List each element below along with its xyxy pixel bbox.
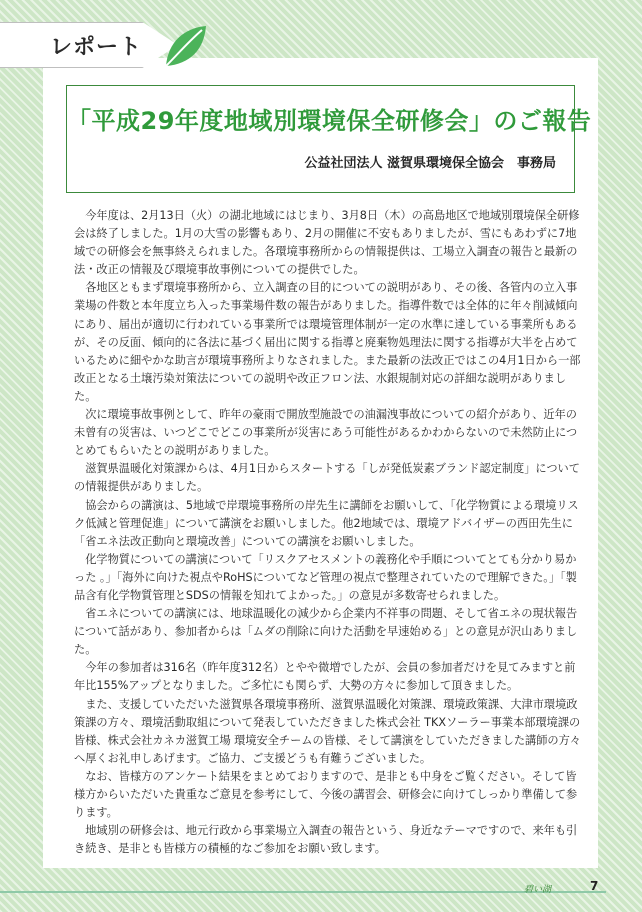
report-body [74,207,581,858]
paragraph: 次に環境事故事例として、昨年の豪雨で開放型施設での油漏洩事故についての紹介があり、近年の未曾有の災害は、いつどこでどこの事業所が災害にあう可能性があるかわからないので未然防止につとめてもらいたとの説明がありました。 [74,408,578,458]
leaf-icon [158,20,210,72]
paragraph: なお、皆様方のアンケート結果をまとめておりますので、是非とも中身をご覧ください。そして皆様方からいただいた貴重なご意見を参考にして、今後の講習会、研修会に向けてしっかり準備して参ります。 [74,769,578,820]
report-title: 「平成29年度地域別環境保全研修会」のご報告 [67,107,592,135]
paragraph: 化学物質についての講演について「リスクアセスメントの義務化や手順についてとても分かり易かった 。」「海外に向けた視点やRoHSについてなど管理の視点で整理されていたので理解できた。」「製品含有化学物質管理とSDSの情報を知れてよかった。」の意見が多数寄せられました。 [74,552,577,602]
paragraph: 各地区ともまず環境事務所から、立入調査の目的についての説明があり、その後、各管内の立入事業場の件数と本年度立ち入った事業場件数の報告がありました。指導件数では全体的に年々削減傾向にあり、届出が適切に行われている事業所では環境管理体制が一定の水準に達している事業所もあるが、その反面、傾向的に各法に基づく届出に関する指導と廃棄物処理法に関する指導が大半を占めているために細やかな助言が環境事務所よりなされました。また最新の法改正ではこの4月1日から一部改正となる土壌汚染対策法についての説明や改正フロン法、水銀規制対応の詳細な説明がありました。 [74,281,581,403]
footer-divider [0,891,606,893]
paragraph: 今年度は、2月13日（火）の湖北地域にはじまり、3月8日（木）の高島地区で地域別環境保全研修会は終了しました。1月の大雪の影響もあり、2月の開催に不安もありましたが、雪にもあわずに7地域での研修会を無事終えられました。各環境事務所からの情報提供は、工場立入調査の報告と最新の法・改正の情報及び環境事故事例についての提供でした。 [74,209,580,277]
magazine-name: 碧い湖 [524,885,552,895]
paragraph: 協会からの講演は、5地域で岸環境事務所の岸先生に講師をお願いして、「化学物質による環境リスク低減と管理促進」について講演をお願いしました。他2地域では、環境アドバイザーの西田先生に「省エネ法改正動向と環境改善」についての講演をお願いしました。 [74,498,579,548]
paragraph: 地域別の研修会は、地元行政から事業場立入調査の報告という、身近なテーマですので、来年も引き続き、是非とも皆様方の積極的なご参加をお願い致します。 [74,824,578,856]
paragraph: 今年の参加者は316名（昨年度312名）とやや微増でしたが、会員の参加者だけを見てみますと前年比155%アップとなりました。ご多忙にも関らず、大勢の方々に参加して頂きました。 [74,661,576,693]
paragraph: 省エネについての講演には、地球温暖化の減少から企業内不祥事の問題、そして省エネの現状報告について話があり、参加者からは「ムダの削除に向けた活動を早速始める」との意見が沢山ありました。 [74,607,578,657]
title-box [66,85,592,193]
paragraph: 滋賀県温暖化対策課からは、4月1日からスタートする「しが発低炭素ブランド認定制度」についての情報提供がありました。 [74,462,580,494]
header-tab-label: レポート [50,35,143,60]
paragraph: また、支援していただいた滋賀県各環境事務所、滋賀県温暖化対策課、環境政策課、大津市環境政策課の方々、環境活動取組について発表していただきました株式会社 TKXソーラー事業本部環境課の皆様、株式会社カネカ滋賀工場 環境安全チームの皆様、そして講演をしていただきました講師の方々へ厚くお礼申しあげます。ご協力、ご支援どうも有難うございました。 [74,697,581,765]
author-line: 公益社団法人 滋賀県環境保全協会 事務局 [304,156,556,171]
page-number: 7 [590,879,599,893]
